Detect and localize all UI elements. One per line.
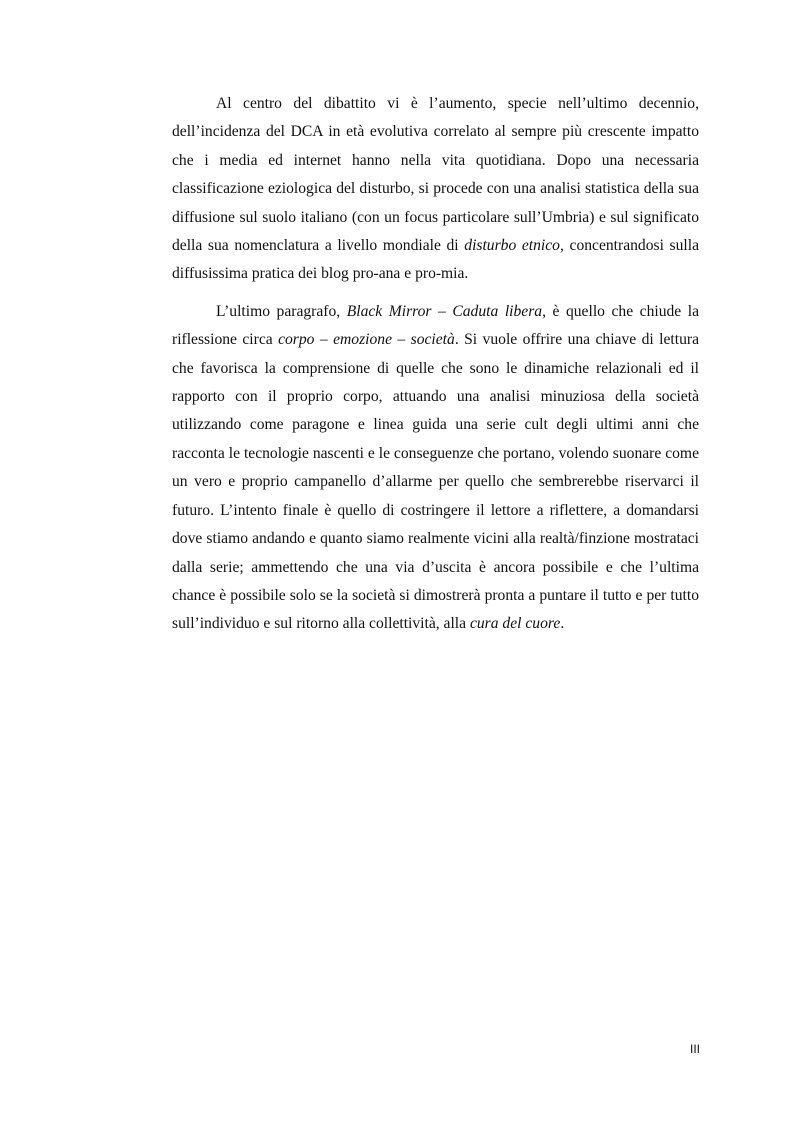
paragraph-1-text-end: concentrandosi sulla diffusissima pratica dei blog pro-ana e pro-mia. [172,237,699,283]
paragraph-1 [172,90,699,289]
page-number: III [689,1042,700,1056]
paragraph-2-text-end: . [560,615,565,633]
body-text [172,90,699,639]
paragraph-2 [172,298,699,639]
paragraph-1-emphasis-disturbo-etnico: disturbo etnico, [464,237,564,255]
paragraph-2-text-main: . Si vuole offrire una chiave di lettura che favorisca la comprensione di quelle che sono le dinamiche relazionali ed il rapporto con il proprio corpo, attuando una analisi minuziosa della società utilizzando come paragone e linea guida una serie cult degli ultimi anni che racconta le tecnologie nascenti e le conseguenze che portano, volendo suonare come un vero e proprio campanello d’allarme per quello che sembrerebbe riservarci il futuro. L’intento finale è quello di costringere il lettore a riflettere, a domandarsi dove stiamo andando e quanto siamo realmente vicini alla realtà/finzione mostrataci dalla serie; ammettendo che una via d’uscita è ancora possibile e che l’ultima chance è possibile solo se la società si dimostrerà pronta a puntare il tutto e per tutto sull’individuo e sul ritorno alla collettività, alla [172,331,699,633]
paragraph-2-emphasis-black-mirror: Black Mirror – Caduta libera [346,302,543,320]
paragraph-2-text: , è quello che chiude la riflessione circa [172,302,700,349]
paragraph-2-emphasis-cura-del-cuore: cura del cuore [469,615,561,633]
paragraph-2-emphasis-corpo-emozione-societa: corpo – emozione – società [278,331,455,349]
paragraph-1-text: Al centro del dibattito vi è l’aumento, specie nell’ultimo decennio, dell’incidenza del DCA in età evolutiva correlato al sempre più crescente impatto che i media ed internet hanno nella vita quotidiana. Dopo una necessaria classificazione eziologica del disturbo, si procede con una analisi statistica della sua diffusione sul suolo italiano (con un focus particolare sull’Umbria) e sul significato della sua nomenclatura a livello mondiale di [172,95,699,255]
paragraph-2-text-start: L’ultimo paragrafo, [216,302,347,320]
